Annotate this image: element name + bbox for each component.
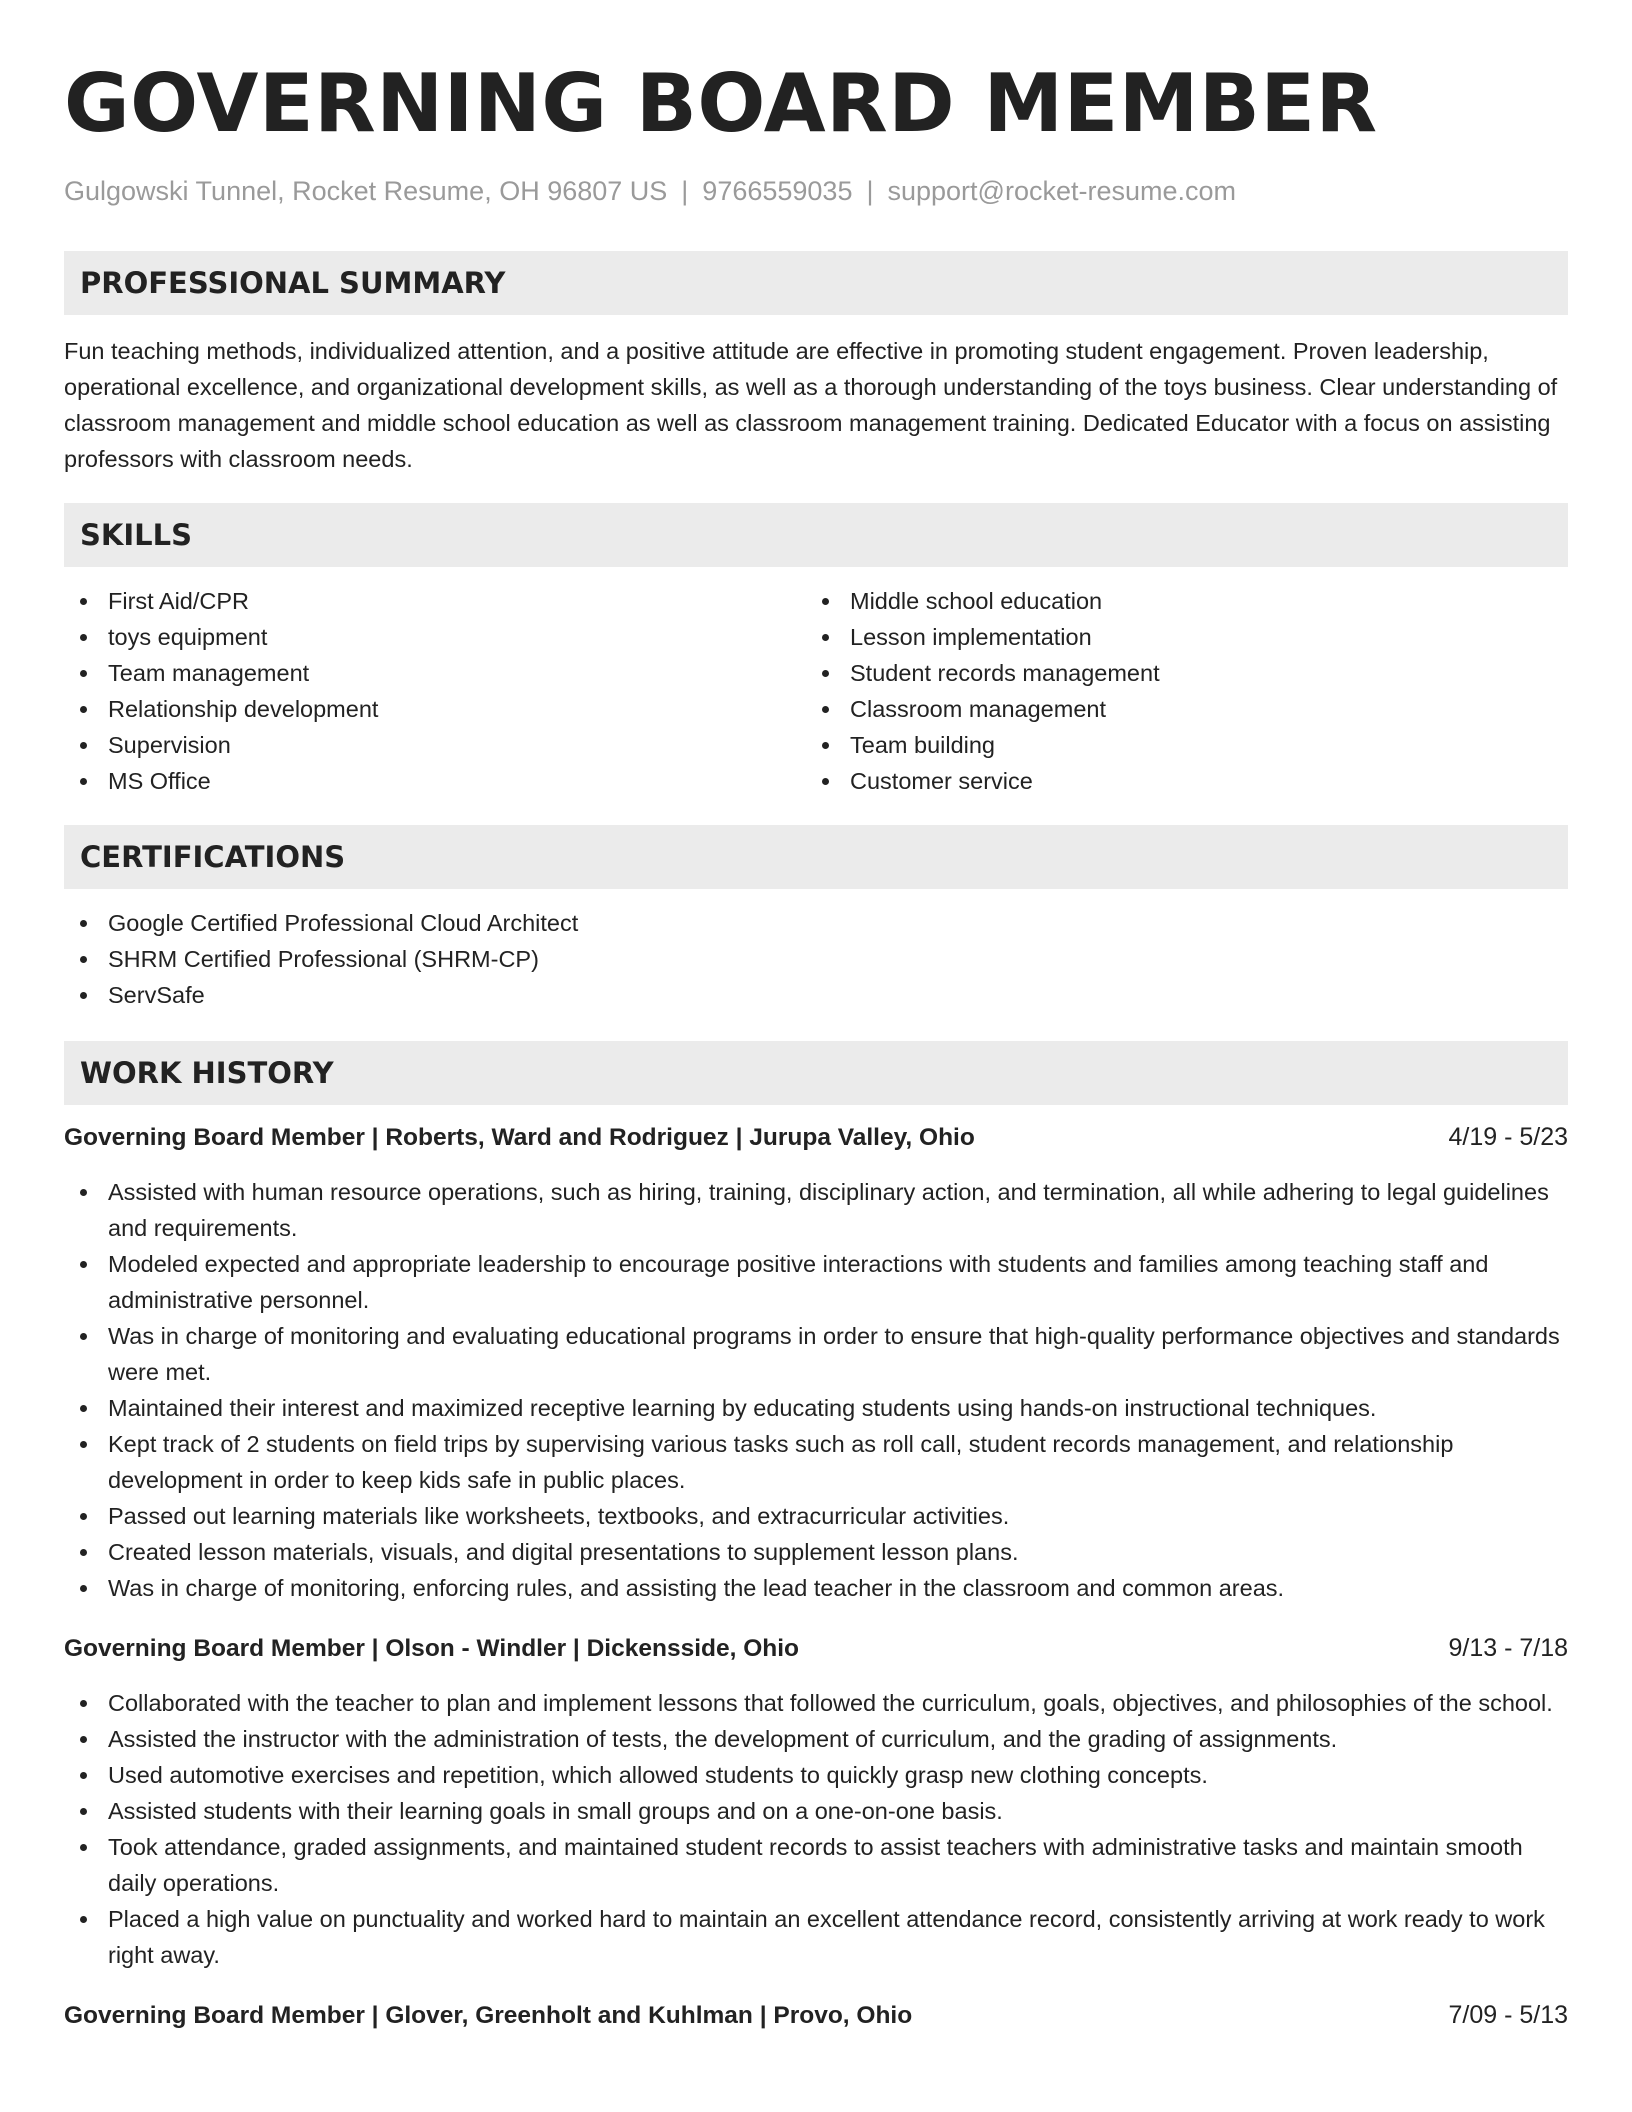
- skills-grid: [64, 583, 1568, 799]
- skill-item: [64, 655, 806, 691]
- job-duty-item: [64, 1498, 1568, 1534]
- job-header: [64, 1119, 1568, 1156]
- skill-item: [64, 583, 806, 619]
- job-duty-item-text: Collaborated with the teacher to plan and implement lessons that followed the curriculum, goals, objectives, and philosophies of the school.: [108, 1690, 1553, 1716]
- skill-item-text: Relationship development: [108, 696, 379, 722]
- skills-list-left: [64, 583, 806, 799]
- job-duty-item: [64, 1318, 1568, 1390]
- bullet-icon: [80, 1585, 87, 1592]
- bullet-icon: [80, 1772, 87, 1779]
- job-duty-item: [64, 1757, 1568, 1793]
- contact-email: support@rocket-resume.com: [887, 176, 1237, 206]
- job-duty-item-text: Modeled expected and appropriate leadership to encourage positive interactions with students and families among teaching staff and administrative personnel.: [108, 1251, 1489, 1313]
- job-duty-item-text: Maintained their interest and maximized receptive learning by educating students using hands-on instructional techniques.: [108, 1395, 1377, 1421]
- skill-item-text: Lesson implementation: [850, 624, 1092, 650]
- certification-item-text: SHRM Certified Professional (SHRM-CP): [108, 946, 539, 972]
- job-duty-item-text: Assisted with human resource operations, such as hiring, training, disciplinary action, and termination, all while adhering to legal guidelines and requirements.: [108, 1179, 1549, 1241]
- page-title: GOVERNING BOARD MEMBER: [64, 57, 1378, 150]
- job-duty-item-text: Kept track of 2 students on field trips by supervising various tasks such as roll call, student records management, and relationship development in order to keep kids safe in public places.: [108, 1431, 1454, 1493]
- summary-text: Fun teaching methods, individualized attention, and a positive attitude are effective in promoting student engagement. Proven leadership, operational excellence, and organizational development skills, as well as a thorough understanding of the toys business. Clear understanding of classroom management and middle school education as well as classroom management training. Dedicated Educator with a focus on assisting professors with classroom needs.: [64, 338, 1558, 472]
- section-header-summary: PROFESSIONAL SUMMARY: [64, 251, 1568, 315]
- skill-item: [806, 727, 1548, 763]
- job-title: Governing Board Member | Glover, Greenholt and Kuhlman | Provo, Ohio: [64, 2002, 913, 2029]
- job-duty-item: [64, 1829, 1568, 1901]
- job-entry: [64, 1997, 1568, 2034]
- job-dates: 9/13 - 7/18: [1448, 1634, 1568, 1662]
- job-duty-item: [64, 1534, 1568, 1570]
- bullet-icon: [80, 598, 87, 605]
- bullet-icon: [822, 778, 829, 785]
- job-duty-item: [64, 1793, 1568, 1829]
- skill-item-text: First Aid/CPR: [108, 588, 250, 614]
- contact-separator: |: [681, 176, 689, 206]
- bullet-icon: [80, 706, 87, 713]
- bullet-icon: [80, 1916, 87, 1923]
- skill-item: [806, 583, 1548, 619]
- skills-column-left: [64, 583, 806, 799]
- certifications-list: [64, 905, 1568, 1013]
- skill-item: [64, 727, 806, 763]
- certification-item: [64, 977, 1568, 1013]
- contact-address: Gulgowski Tunnel, Rocket Resume, OH 96807 US: [64, 176, 668, 206]
- bullet-icon: [80, 956, 87, 963]
- certification-item-text: ServSafe: [108, 982, 205, 1008]
- section-header-work-history: WORK HISTORY: [64, 1041, 1568, 1105]
- bullet-icon: [80, 1844, 87, 1851]
- bullet-icon: [80, 670, 87, 677]
- bullet-icon: [80, 992, 87, 999]
- job-duty-item-text: Assisted students with their learning goals in small groups and on a one-on-one basis.: [108, 1798, 1003, 1824]
- skill-item: [64, 763, 806, 799]
- job-dates: 7/09 - 5/13: [1448, 2001, 1568, 2029]
- skill-item: [64, 691, 806, 727]
- skill-item-text: Team building: [850, 732, 996, 758]
- bullet-icon: [80, 1441, 87, 1448]
- bullet-icon: [80, 634, 87, 641]
- job-duty-item: [64, 1426, 1568, 1498]
- skill-item: [64, 619, 806, 655]
- skills-column-right: [806, 583, 1548, 799]
- bullet-icon: [80, 778, 87, 785]
- certification-item-text: Google Certified Professional Cloud Architect: [108, 910, 579, 936]
- skills-list-right: [806, 583, 1548, 799]
- bullet-icon: [822, 706, 829, 713]
- certification-item: [64, 941, 1568, 977]
- job-duty-item: [64, 1721, 1568, 1757]
- skill-item: [806, 691, 1548, 727]
- job-duty-item: [64, 1174, 1568, 1246]
- contact-separator: |: [866, 176, 874, 206]
- bullet-icon: [80, 920, 87, 927]
- job-duty-item-text: Placed a high value on punctuality and worked hard to maintain an excellent attendance record, consistently arriving at work ready to work right away.: [108, 1906, 1545, 1968]
- bullet-icon: [80, 1549, 87, 1556]
- job-duty-item-text: Created lesson materials, visuals, and digital presentations to supplement lesson plans.: [108, 1539, 1019, 1565]
- contact-phone: 9766559035: [702, 176, 853, 206]
- skill-item-text: Supervision: [108, 732, 231, 758]
- job-entry: [64, 1119, 1568, 1606]
- bullet-icon: [80, 1736, 87, 1743]
- job-duty-item: [64, 1685, 1568, 1721]
- job-header: [64, 1997, 1568, 2034]
- job-duties-list: [64, 1174, 1568, 1606]
- job-title: Governing Board Member | Olson - Windler | Dickensside, Ohio: [64, 1635, 799, 1662]
- bullet-icon: [80, 1405, 87, 1412]
- job-duty-item-text: Used automotive exercises and repetition, which allowed students to quickly grasp new clothing concepts.: [108, 1762, 1208, 1788]
- job-duty-item-text: Was in charge of monitoring, enforcing rules, and assisting the lead teacher in the classroom and common areas.: [108, 1575, 1285, 1601]
- contact-line: [64, 174, 1568, 208]
- skill-item: [806, 619, 1548, 655]
- bullet-icon: [80, 1189, 87, 1196]
- job-entry: [64, 1630, 1568, 1973]
- section-header-skills: SKILLS: [64, 503, 1568, 567]
- job-title: Governing Board Member | Roberts, Ward and Rodriguez | Jurupa Valley, Ohio: [64, 1124, 975, 1151]
- job-duty-item-text: Took attendance, graded assignments, and maintained student records to assist teachers with administrative tasks and maintain smooth daily operations.: [108, 1834, 1523, 1896]
- skill-item-text: Middle school education: [850, 588, 1103, 614]
- bullet-icon: [80, 1261, 87, 1268]
- bullet-icon: [80, 1808, 87, 1815]
- job-duty-item: [64, 1246, 1568, 1318]
- bullet-icon: [822, 634, 829, 641]
- skill-item-text: Student records management: [850, 660, 1160, 686]
- bullet-icon: [822, 598, 829, 605]
- job-duty-item-text: Was in charge of monitoring and evaluating educational programs in order to ensure that high-quality performance objectives and standards were met.: [108, 1323, 1560, 1385]
- bullet-icon: [822, 670, 829, 677]
- job-duty-item-text: Assisted the instructor with the administration of tests, the development of curriculum, and the grading of assignments.: [108, 1726, 1338, 1752]
- job-header: [64, 1630, 1568, 1667]
- bullet-icon: [80, 1700, 87, 1707]
- skill-item-text: MS Office: [108, 768, 211, 794]
- job-dates: 4/19 - 5/23: [1448, 1123, 1568, 1151]
- job-duty-item: [64, 1901, 1568, 1973]
- skill-item-text: Customer service: [850, 768, 1033, 794]
- job-duty-item: [64, 1390, 1568, 1426]
- certification-item: [64, 905, 1568, 941]
- bullet-icon: [80, 1513, 87, 1520]
- bullet-icon: [822, 742, 829, 749]
- job-duty-item: [64, 1570, 1568, 1606]
- bullet-icon: [80, 742, 87, 749]
- skill-item-text: toys equipment: [108, 624, 268, 650]
- skill-item: [806, 655, 1548, 691]
- section-header-certifications: CERTIFICATIONS: [64, 825, 1568, 889]
- job-duties-list: [64, 1685, 1568, 1973]
- skill-item-text: Team management: [108, 660, 310, 686]
- job-duty-item-text: Passed out learning materials like worksheets, textbooks, and extracurricular activities.: [108, 1503, 1010, 1529]
- skill-item-text: Classroom management: [850, 696, 1106, 722]
- bullet-icon: [80, 1333, 87, 1340]
- skill-item: [806, 763, 1548, 799]
